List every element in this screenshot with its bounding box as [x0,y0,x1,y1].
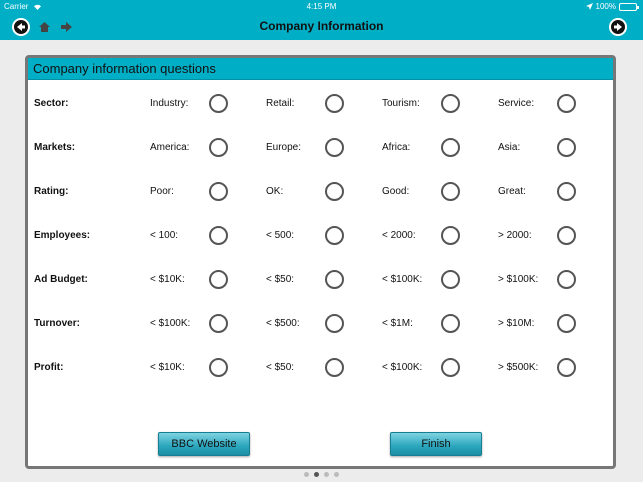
radio-button[interactable] [209,226,228,245]
status-bar [0,0,643,14]
status-right [586,2,637,11]
option-label: Great: [498,186,526,197]
option-label: Tourism: [382,98,420,109]
option-label: < $50: [266,274,295,285]
option-label: > $100K: [498,274,539,285]
option-label: Africa: [382,142,411,153]
radio-button[interactable] [209,138,228,157]
option-label: < $500: [266,318,300,329]
radio-button[interactable] [557,358,576,377]
question-row-turnover [28,314,613,338]
card-header: Company information questions [28,58,613,80]
radio-button[interactable] [209,270,228,289]
option-label: Retail: [266,98,295,109]
question-row-rating [28,182,613,206]
page-dot[interactable] [304,472,309,477]
finish-button[interactable]: Finish [390,432,482,456]
question-row-profit [28,358,613,382]
row-label: Sector: [34,98,69,109]
radio-button[interactable] [557,94,576,113]
row-label: Rating: [34,186,69,197]
radio-button[interactable] [209,182,228,201]
radio-button[interactable] [441,138,460,157]
page-dot[interactable] [334,472,339,477]
radio-button[interactable] [557,226,576,245]
battery-icon [619,3,637,11]
radio-button[interactable] [441,270,460,289]
row-label: Profit: [34,362,64,373]
question-row-ad-budget [28,270,613,294]
radio-button[interactable] [441,314,460,333]
option-label: > $500K: [498,362,539,373]
bbc-website-button[interactable]: BBC Website [158,432,250,456]
radio-button[interactable] [325,94,344,113]
status-time: 4:15 PM [306,2,337,11]
page-dot-active[interactable] [314,472,319,477]
questions-card [25,55,616,469]
option-label: < 500: [266,230,295,241]
radio-button[interactable] [209,358,228,377]
option-label: < $1M: [382,318,413,329]
option-label: < 2000: [382,230,416,241]
radio-button[interactable] [441,94,460,113]
radio-button[interactable] [557,138,576,157]
option-label: < $100K: [150,318,191,329]
location-arrow-icon [586,3,593,10]
next-button[interactable] [609,18,627,36]
row-label: Markets: [34,142,76,153]
option-label: < $10K: [150,274,185,285]
row-label: Employees: [34,230,91,241]
option-label: Industry: [150,98,189,109]
option-label: Good: [382,186,410,197]
option-label: Europe: [266,142,302,153]
page-dot[interactable] [324,472,329,477]
row-label: Turnover: [34,318,80,329]
option-label: < $10K: [150,362,185,373]
radio-button[interactable] [557,270,576,289]
page-indicator[interactable] [0,472,643,480]
option-label: < $100K: [382,274,423,285]
option-label: Asia: [498,142,521,153]
radio-button[interactable] [441,358,460,377]
arrow-right-circle-icon [613,22,623,32]
navigation-bar [0,14,643,40]
radio-button[interactable] [325,358,344,377]
option-label: < $50: [266,362,295,373]
radio-button[interactable] [325,226,344,245]
carrier-text: Carrier [4,2,29,11]
radio-button[interactable] [325,270,344,289]
radio-button[interactable] [441,182,460,201]
radio-button[interactable] [325,138,344,157]
radio-button[interactable] [557,182,576,201]
radio-button[interactable] [557,314,576,333]
option-label: Service: [498,98,535,109]
option-label: < $100K: [382,362,423,373]
radio-button[interactable] [209,314,228,333]
row-label: Ad Budget: [34,274,88,285]
option-label: > $10M: [498,318,535,329]
radio-button[interactable] [209,94,228,113]
option-label: OK: [266,186,284,197]
option-label: > 2000: [498,230,532,241]
option-label: America: [150,142,190,153]
battery-percent: 100% [595,2,616,11]
option-label: Poor: [150,186,174,197]
radio-button[interactable] [441,226,460,245]
question-row-sector [28,94,613,118]
option-label: < 100: [150,230,179,241]
question-row-employees [28,226,613,250]
radio-button[interactable] [325,314,344,333]
radio-button[interactable] [325,182,344,201]
page-title: Company Information [259,19,384,33]
question-row-markets [28,138,613,162]
